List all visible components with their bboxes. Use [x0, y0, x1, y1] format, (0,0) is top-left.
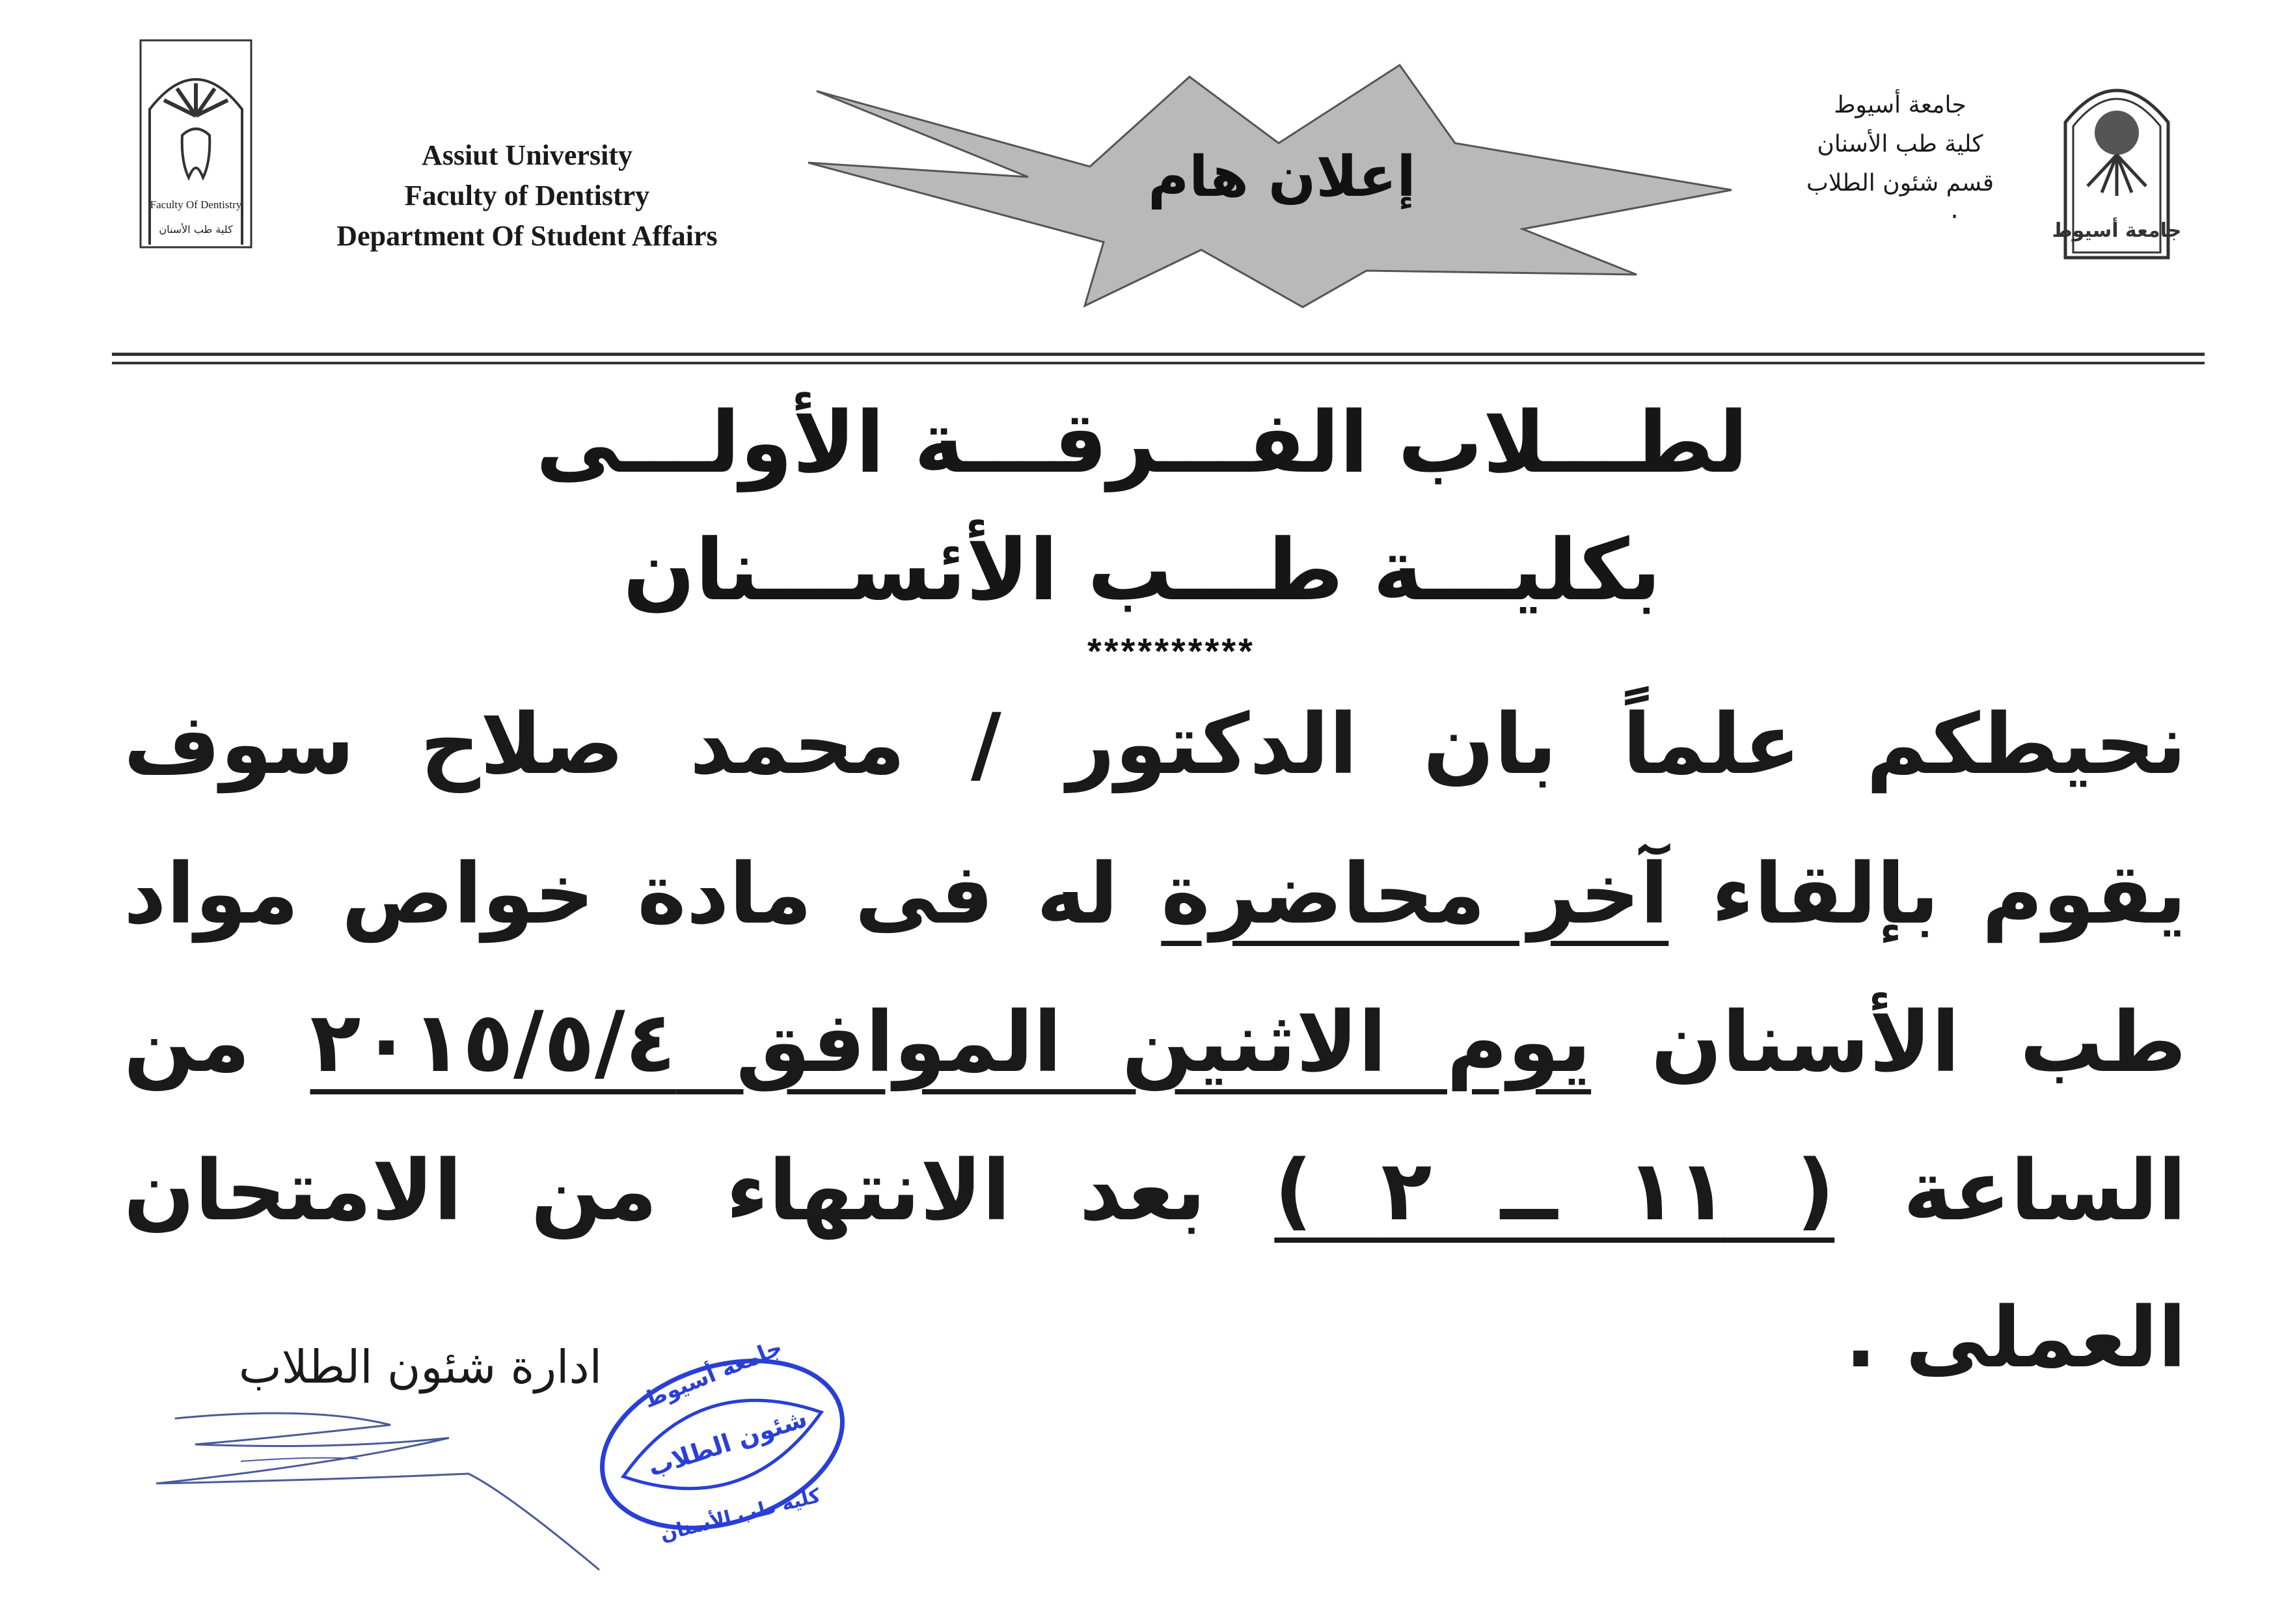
university-name: Assiut University: [422, 139, 632, 171]
logo-left-english: Faculty Of Dentistry: [150, 198, 242, 211]
stamp-department: شئون الطلاب: [644, 1403, 811, 1482]
header-divider-top: [112, 353, 2205, 356]
arabic-header: [1757, 86, 2043, 224]
arabic-department: قسم شئون الطلاب: [1806, 170, 1994, 196]
faculty-of-dentistry-logo: [138, 38, 254, 250]
body-line-2-end: له فى مادة خواص مواد: [124, 846, 1162, 943]
body-line-2: [124, 846, 2186, 943]
body-line-5: العملى .: [1845, 1290, 2186, 1387]
assiut-university-logo: [2052, 62, 2182, 262]
separator-stars: **********: [1087, 630, 1255, 671]
arabic-university: جامعة أسيوط: [1834, 92, 1966, 118]
header-dot: .: [1950, 195, 1959, 224]
faculty-name: Faculty of Dentistry: [404, 180, 650, 211]
announcement-title: إعلان هام: [1148, 144, 1416, 210]
header-divider-bottom: [112, 362, 2205, 364]
logo-left-arabic: كلية طب الأسنان: [159, 223, 233, 236]
body-line-3: [124, 994, 2186, 1091]
body-line-1: نحيطكم علماً بان الدكتور / محمد صلاح سوف: [124, 696, 2186, 793]
body-line-2-start: يقوم بإلقاء: [1668, 846, 2187, 943]
time-underlined: ( ١١ ــ ٢ ): [1274, 1143, 1835, 1239]
logo-right-text: جامعة أسيوط: [2052, 219, 2182, 242]
official-stamp: [586, 1334, 859, 1549]
signature-label: ادارة شئون الطلاب: [238, 1340, 603, 1394]
body-line-4: [124, 1143, 2186, 1239]
body-line-4-start: الساعة: [1834, 1143, 2187, 1239]
handwritten-signature: [143, 1399, 625, 1575]
title-line-2: بكليـــة طـــب الأئســـنان: [623, 521, 1661, 619]
department-name: Department Of Student Affairs: [336, 220, 718, 252]
last-lecture-underlined: آخر محاضرة: [1161, 846, 1669, 943]
date-underlined: يوم الاثنين الموافق ٢٠١٥/٥/٤: [310, 994, 1592, 1091]
title-line-1: لطـــلاب الفـــرقـــة الأولـــى: [536, 393, 1748, 492]
arabic-faculty: كلية طب الأسنان: [1817, 131, 1983, 157]
body-line-3-end: من: [124, 994, 310, 1091]
english-header: [273, 135, 781, 256]
body-line-3-start: طب الأسنان: [1591, 994, 2187, 1091]
stamp-university: جامعة أسيوط: [640, 1334, 786, 1414]
body-line-4-end: بعد الانتهاء من الامتحان: [124, 1143, 1275, 1239]
stamp-faculty: كلية طب الأسنان: [658, 1484, 823, 1547]
